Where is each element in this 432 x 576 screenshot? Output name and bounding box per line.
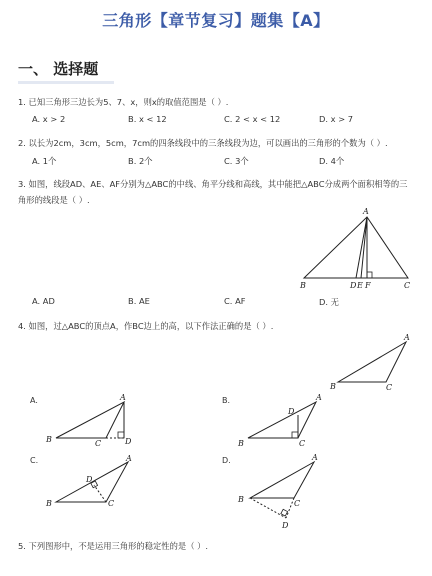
svg-text:D: D [125, 437, 132, 446]
svg-text:C: C [299, 439, 306, 448]
q4-option-a-figure [44, 394, 144, 450]
svg-text:A: A [312, 453, 318, 462]
q4-reference-figure [330, 334, 420, 392]
q4-option-c-figure [44, 452, 144, 508]
point-f: F [365, 281, 371, 290]
q1-option-c[interactable]: C. 2 < x < 12 [224, 114, 281, 124]
question-3-text: 3. 如图，线段AD、AE、AF分别为△ABC的中线、角平分线和高线，其中能把△ABC分成两个面积相等的三角形的线段是（ ）. [18, 179, 408, 205]
svg-text:C: C [108, 499, 115, 508]
q4-option-d-figure [236, 452, 336, 528]
question-5-text: 5. 下列图形中，不是运用三角形的稳定性的是（ ）. [18, 541, 209, 551]
svg-text:B: B [46, 435, 52, 444]
point-e: E [357, 281, 363, 290]
svg-text:C: C [294, 499, 301, 508]
ref-point-b: B [330, 382, 336, 391]
q2-option-b[interactable]: B. 2个 [128, 156, 153, 166]
ref-point-c: C [386, 383, 393, 392]
q2-option-d[interactable]: D. 4个 [319, 156, 345, 166]
q2-option-a[interactable]: A. 1个 [32, 156, 57, 166]
svg-text:A: A [120, 393, 126, 402]
question-2-text: 2. 以长为2cm，3cm，5cm，7cm的四条线段中的三条线段为边，可以画出的三角形的个数为（ ）. [18, 138, 388, 148]
q2-option-c[interactable]: C. 3个 [224, 156, 249, 166]
q4-option-c-label[interactable]: C. [30, 456, 39, 465]
svg-text:B: B [238, 439, 244, 448]
q3-option-a[interactable]: A. AD [32, 296, 55, 306]
page-title: 三角形【章节复习】题集【A】 [102, 11, 330, 30]
svg-text:A: A [316, 393, 322, 402]
q1-option-d[interactable]: D. x > 7 [319, 114, 354, 124]
section-heading: 一、 选择题 [18, 60, 99, 78]
q4-option-b-label[interactable]: B. [222, 396, 231, 405]
point-d: D [350, 281, 357, 290]
point-c: C [404, 281, 411, 290]
q4-option-a-label[interactable]: A. [30, 396, 38, 405]
section-underline [18, 81, 114, 84]
point-b: B [300, 281, 306, 290]
q3-option-b[interactable]: B. AE [128, 296, 150, 306]
q3-option-d[interactable]: D. 无 [319, 297, 339, 307]
question-1-text: 1. 已知三角形三边长为5、7、x，则x的取值范围是（ ）. [18, 97, 229, 107]
svg-text:B: B [238, 495, 244, 504]
right-angle-mark [367, 272, 372, 278]
q3-option-c[interactable]: C. AF [224, 296, 246, 306]
q3-triangle-figure [300, 208, 420, 292]
svg-text:D: D [86, 475, 93, 484]
svg-text:C: C [95, 439, 102, 448]
svg-text:D: D [282, 521, 289, 530]
reference-triangle [338, 342, 406, 382]
q4-option-b-figure [236, 394, 336, 450]
q1-option-b[interactable]: B. x < 12 [128, 114, 167, 124]
point-a: A [363, 207, 369, 216]
q1-option-a[interactable]: A. x > 2 [32, 114, 66, 124]
q4-option-d-label[interactable]: D. [222, 456, 231, 465]
svg-text:A: A [126, 454, 132, 463]
ref-point-a: A [404, 333, 410, 342]
svg-text:B: B [46, 499, 52, 508]
question-4-text: 4. 如图，过△ABC的顶点A，作BC边上的高，以下作法正确的是（ ）. [18, 321, 274, 331]
svg-text:D: D [288, 407, 295, 416]
triangle-abc [304, 217, 408, 278]
